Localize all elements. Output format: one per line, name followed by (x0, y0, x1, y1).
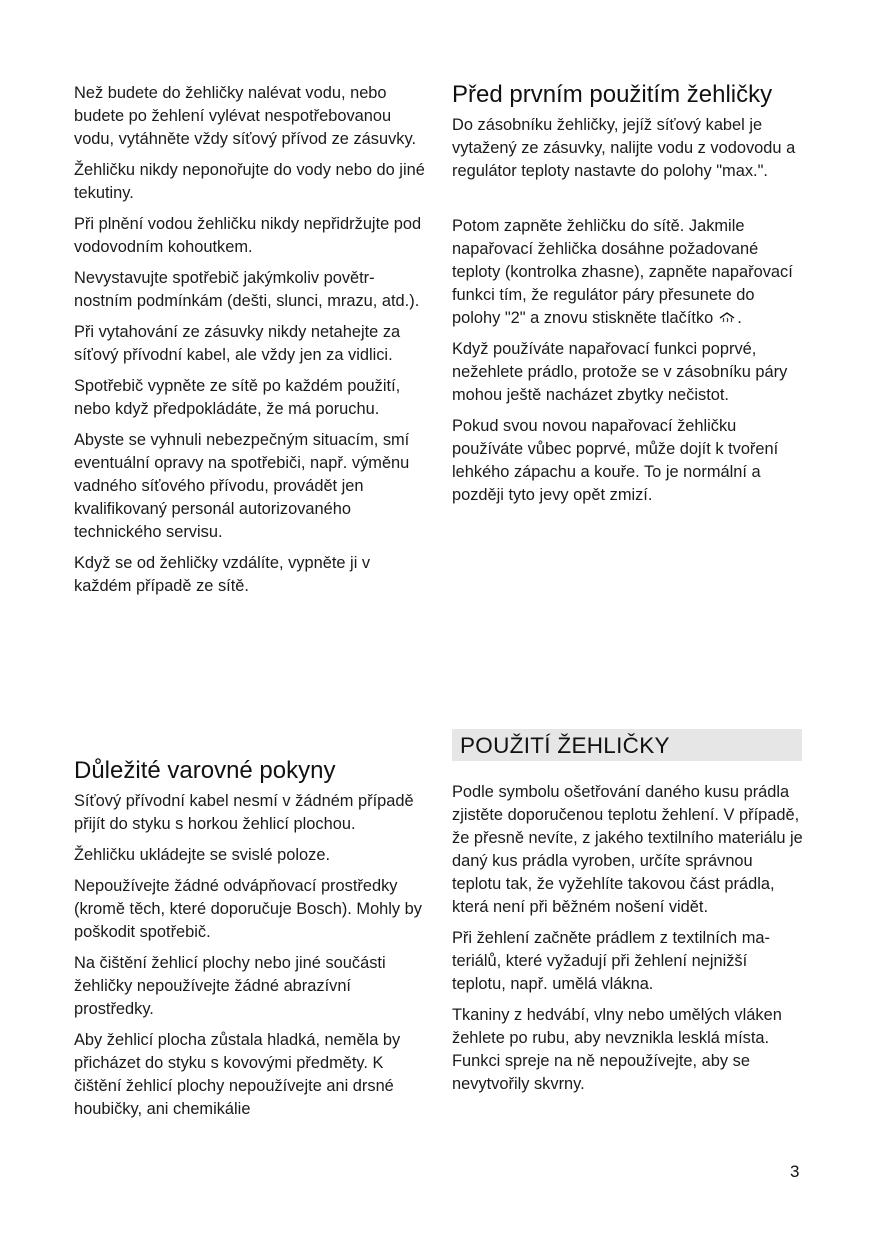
paragraph: Spotřebič vypněte ze sítě po každém použití, nebo když předpokládáte, že má poruchu. (74, 377, 401, 418)
page-number: 3 (790, 1162, 800, 1181)
section-heading: Důležité varovné pokyny (74, 757, 336, 784)
paragraph: Při žehlení začněte prádlem z textilních materiálů, které vyžadují při žehlení nejnižší teplotu, např. umělá vlákna. (452, 929, 770, 993)
paragraph-steam (452, 215, 804, 330)
paragraph: Při plnění vodou žehličku nikdy nepřidržujte pod vodovodním kohoutkem. (74, 215, 422, 256)
paragraph: Tkaniny z hedvábí, vlny nebo umělých vláken žehlete po rubu, aby nevznikla lesklá místa. Funkci spreje na ně nepoužívejte, aby se nevytvořily skvrny. (452, 1006, 782, 1093)
section-heading-bar: POUŽITÍ ŽEHLIČKY (452, 729, 802, 761)
paragraph: Než budete do žehličky nalévat vodu, nebo budete po žehlení vylévat nespotřebovanou vodu, vytáhněte vždy síťový přívod ze zásuvky. (74, 84, 417, 148)
paragraph: Když se od žehličky vzdálíte, vypněte ji v každém případě ze sítě. (74, 554, 371, 595)
usage-section (452, 729, 804, 1104)
paragraph: Síťový přívodní kabel nesmí v žádném případě přijít do styku s horkou žehlicí plochou. (74, 792, 414, 833)
paragraph: Do zásobníku žehličky, jejíž síťový kabel je vytažený ze zásuvky, nalijte vodu z vodovodu a regulátor teploty nastavte do polohy "max.". (452, 116, 796, 180)
paragraph: Aby žehlicí plocha zůstala hladká, neměla by přicházet do styku s kovovými předměty. K čištění žehlicí plochy nepoužívejte ani drsné houbičky, ani chemikálie (74, 1031, 401, 1118)
steam-button-icon (717, 309, 737, 325)
paragraph: Na čištění žehlicí plochy nebo jiné součásti žehličky nepoužívejte žádné abrazívní prostředky. (74, 954, 386, 1018)
paragraph: Podle symbolu ošetřování daného kusu prádla zjistěte doporučenou teplotu žehlení. V případě, že přesně nevíte, z jakého textilního materiálu je daný kus prádla vyroben, určíte správnou teplotu tak, že vyžehlíte takovou část prádla, která není při běžném nošení vidět. (452, 783, 803, 916)
paragraph: Při vytahování ze zásuvky nikdy netahejte za síťový přívodní kabel, ale vždy jen za vidlici. (74, 323, 401, 364)
paragraph: Když používáte napařovací funkci poprvé, nežehlete prádlo, protože se v zásobníku páry mohou ještě nacházet zbytky nečistot. (452, 340, 788, 404)
first-use-section (452, 79, 804, 515)
paragraph: Nepoužívejte žádné odvápňovací prostředky (kromě těch, které doporučuje Bosch). Mohly by poškodit spotřebič. (74, 877, 422, 941)
paragraph-text: Potom zapněte žehličku do sítě. Jakmile napařovací žehlička dosáhne požadované teploty (kontrolka zhasne), zapněte napařovací funkci tím, že regulátor páry přesunete do polohy "2" a znovu stiskněte tlačítko (452, 217, 793, 327)
paragraph: Žehličku nikdy neponořujte do vody nebo do jiné tekutiny. (74, 161, 425, 202)
warnings-section (74, 755, 426, 1129)
section-heading: Před prvním použitím žehličky (452, 81, 773, 108)
paragraph: Žehličku ukládejte se svislé poloze. (74, 846, 331, 864)
paragraph: Abyste se vyhnuli nebezpečným situacím, smí eventuální opravy na spotřebiči, např. výměnu vadného síťového přívodu, provádět jen kvalifikovaný personál autorizovaného technického servisu. (74, 431, 410, 541)
paragraph: Pokud svou novou napařovací žehličku používáte vůbec poprvé, může dojít k tvoření lehkého zápachu a kouře. To je normální a později tyto jevy opět zmizí. (452, 417, 779, 504)
paragraph-text: . (737, 309, 742, 327)
left-safety-column (74, 82, 426, 606)
paragraph: Nevystavujte spotřebič jakýmkoliv povětrnostním podmínkám (dešti, slunci, mrazu, atd.). (74, 269, 420, 310)
